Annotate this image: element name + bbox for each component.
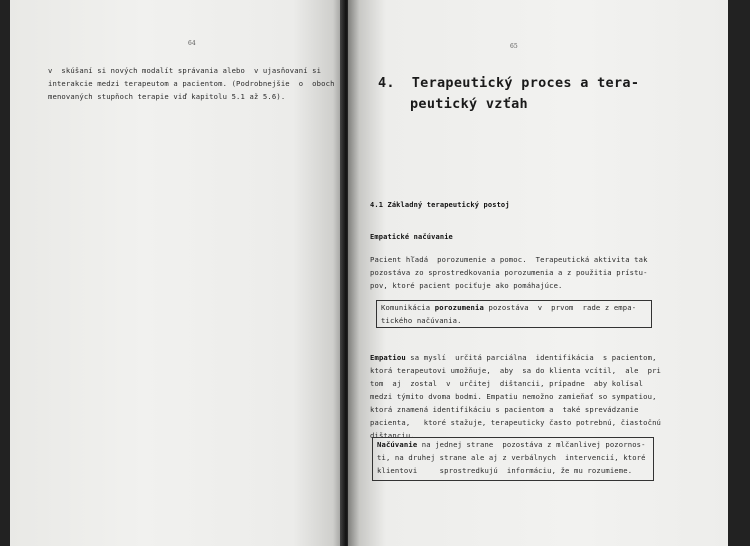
box-line: klientovi sprostredkujú informáciu, že mu rozumieme. (377, 465, 633, 475)
paragraph-line: pov, ktoré pacient pociťuje ako pomáhajúce. (370, 281, 563, 290)
box-text: pozostáva v prvom rade z empa- (483, 303, 637, 312)
paragraph-line: pozostáva zo sprostredkovania porozumenia a z použitia prístu- (370, 268, 648, 277)
paragraph-line: pacienta, ktoré stažuje, terapeuticky často potrebnú, čiastočnú (370, 418, 662, 427)
paragraph-line (370, 352, 657, 365)
paragraph-line: Pacient hľadá porozumenie a pomoc. Terapeutická aktivita tak (370, 255, 648, 264)
box-bold-term: porozumenia (434, 303, 484, 312)
right-background-edge (728, 0, 750, 546)
paragraph-line: dištanciu. (370, 431, 415, 440)
bold-term-empathy: Empatiou (370, 353, 406, 362)
callout-box-comprehension (376, 300, 652, 328)
left-text-line: v skúšaní si nových modalít správania alebo v ujasňovaní si (48, 66, 322, 75)
paragraph-line: ktorá terapeutovi umožňuje, aby sa do klienta vcítil, ale pri (370, 366, 662, 375)
page-number-right: 65 (510, 43, 518, 50)
paragraph-line: medzi týmito dvoma bodmi. Empatiu nemožno zamieňať so sympatiou, (370, 392, 657, 401)
box-line (381, 302, 651, 315)
left-text-line: menovaných stupňoch terapie viď kapitolu 5.1 až 5.6). (48, 92, 286, 101)
box-text: Komunikácia (381, 303, 435, 312)
chapter-title-line1: 4. Terapeutický proces a tera- (378, 75, 640, 91)
left-text-line: interakcie medzi terapeutom a pacientom. (Podrobnejšie o oboch (48, 79, 335, 88)
box-text: na jednej strane pozostáva z mlčanlivej pozornos- (417, 440, 646, 449)
paragraph-line: ktorá znamená identifikáciu s pacientom a také sprevádzanie (370, 405, 639, 414)
section-heading: 4.1 Základný terapeutický postoj (370, 201, 510, 209)
subheading: Empatické načúvanie (370, 233, 453, 241)
paragraph-line: tom aj zostal v určitej dištancii, prípadne aby kolísal (370, 379, 644, 388)
paragraph-text: sa myslí určitá parciálna identifikácia s pacientom, (405, 353, 657, 362)
left-page (10, 0, 343, 546)
box-line: ti, na druhej strane ale aj z verbálnych intervencií, ktoré (377, 452, 646, 462)
left-background-edge (0, 0, 10, 546)
box-line (377, 439, 653, 452)
box-line: tického načúvania. (381, 315, 462, 325)
page-number-left: 64 (188, 40, 196, 47)
right-page (348, 0, 728, 546)
callout-box-listening (372, 437, 654, 481)
chapter-title-line2: peutický vzťah (410, 96, 528, 112)
bold-term-listening: Načúvanie (377, 440, 418, 449)
